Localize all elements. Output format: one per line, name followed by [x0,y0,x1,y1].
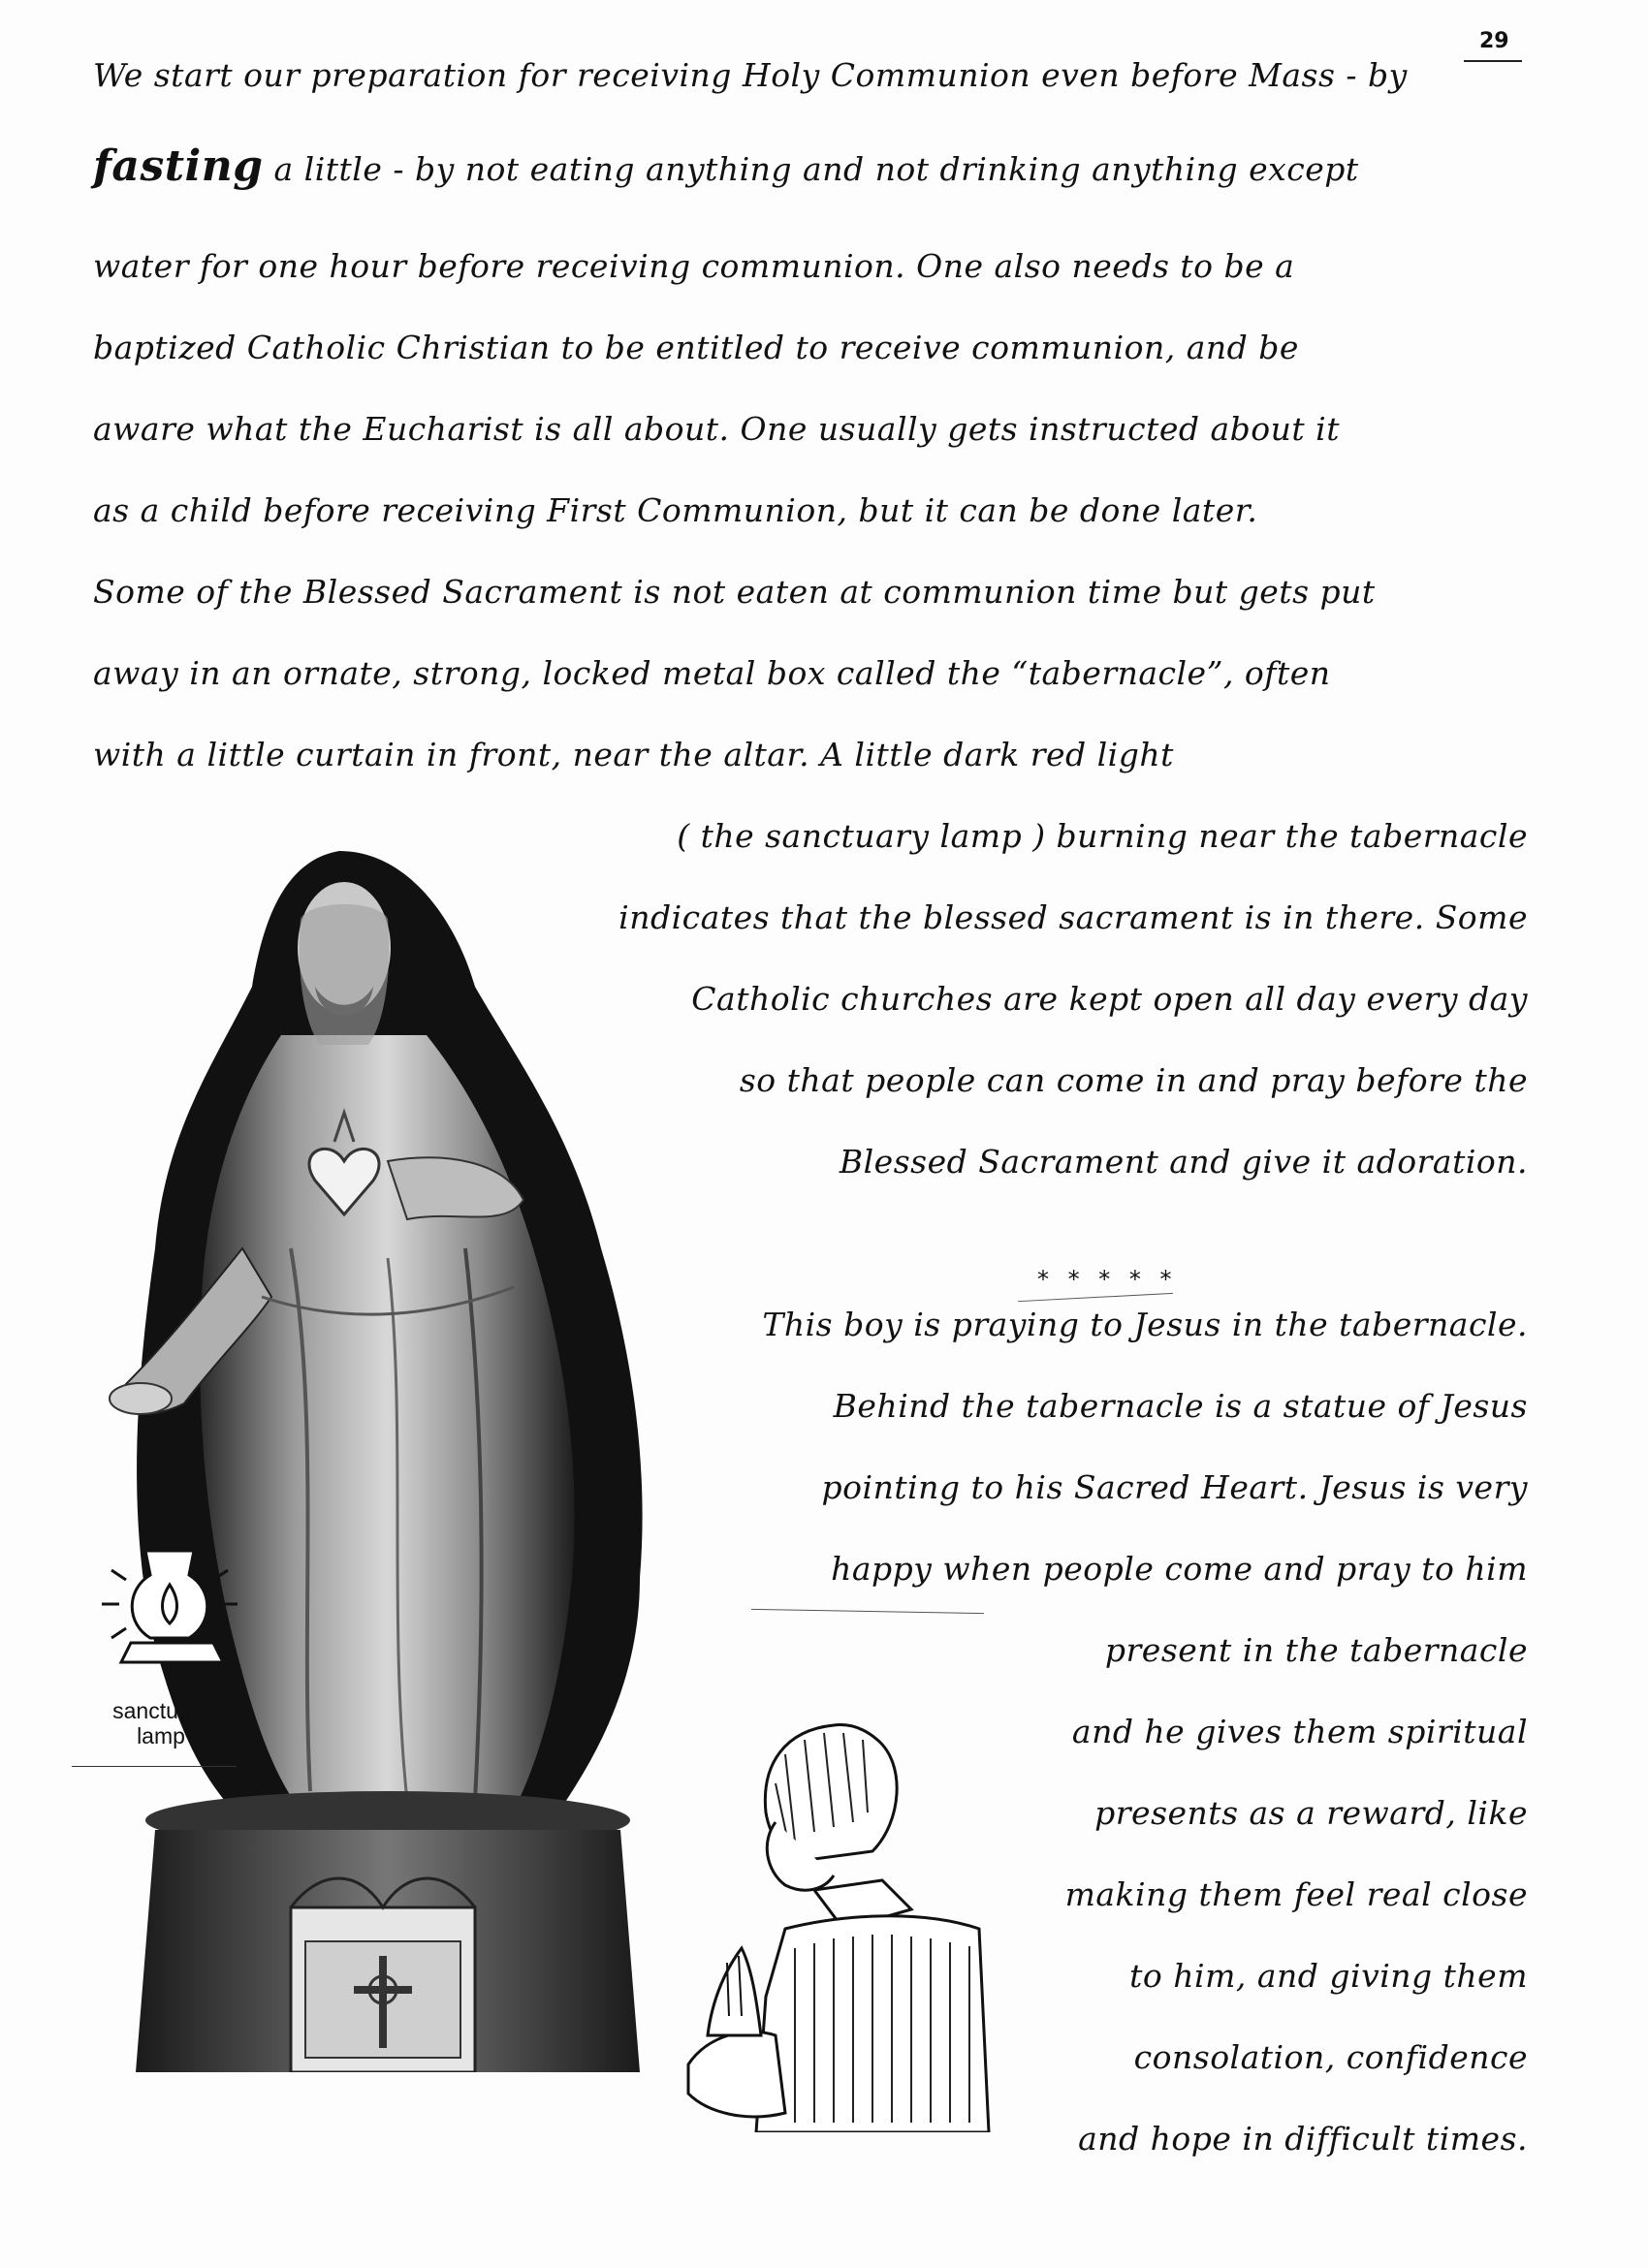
label-underline [72,1766,237,1767]
body-line: making them feel real close [1064,1875,1528,1913]
body-line: indicates that the blessed sacrament is in there. Some [618,898,1528,936]
body-line: with a little curtain in front, near the altar. A little dark red light [93,736,1174,773]
body-line: pointing to his Sacred Heart. Jesus is very [821,1468,1528,1506]
body-line: We start our preparation for receiving Holy Communion even before Mass - by [93,56,1408,94]
body-line: Some of the Blessed Sacrament is not eaten at communion time but gets put [93,573,1376,611]
body-line: happy when people come and pray to him [831,1550,1528,1588]
page-number: 29 [1479,29,1509,53]
section-separator: * * * * * [1037,1266,1178,1293]
sanctuary-lamp-icon [92,1531,247,1677]
body-line: water for one hour before receiving communion. One also needs to be a [93,247,1295,285]
body-line: baptized Catholic Christian to be entitled to receive communion, and be [93,329,1299,366]
body-line: to him, and giving them [1129,1957,1528,1995]
page-number-underline [1464,60,1522,62]
emphasis-fasting: fasting [93,142,264,191]
body-line: Blessed Sacrament and give it adoration. [839,1143,1528,1181]
lamp-label-line: sanctuary [112,1698,209,1723]
body-line: as a child before receiving First Communion, but it can be done later. [93,491,1258,529]
body-line: aware what the Eucharist is all about. One usually gets instructed about it [93,410,1340,448]
body-line: ( the sanctuary lamp ) burning near the tabernacle [677,817,1528,855]
body-line: and hope in difficult times. [1078,2120,1528,2158]
body-line: away in an ornate, strong, locked metal box called the “tabernacle”, often [93,654,1331,692]
cutout-edge [751,1609,984,1614]
separator-stroke [1018,1293,1173,1302]
body-line: This boy is praying to Jesus in the tabernacle. [762,1306,1528,1343]
body-line: and he gives them spiritual [1071,1713,1528,1750]
body-line: so that people can come in and pray before the [739,1061,1528,1099]
body-line: consolation, confidence [1133,2038,1528,2076]
praying-boy-illustration [669,1706,1037,2132]
body-line [93,142,1359,191]
body-line-text: a little - by not eating anything and not drinking anything except [273,150,1359,188]
body-line: presents as a reward, like [1094,1794,1528,1832]
sanctuary-lamp-label [93,1698,229,1748]
lamp-label-line: lamp [137,1723,185,1748]
sacred-heart-statue-image [97,841,679,2072]
body-line: Behind the tabernacle is a statue of Jesus [833,1387,1528,1425]
body-line: present in the tabernacle [1104,1631,1528,1669]
body-line: Catholic churches are kept open all day every day [691,980,1528,1018]
